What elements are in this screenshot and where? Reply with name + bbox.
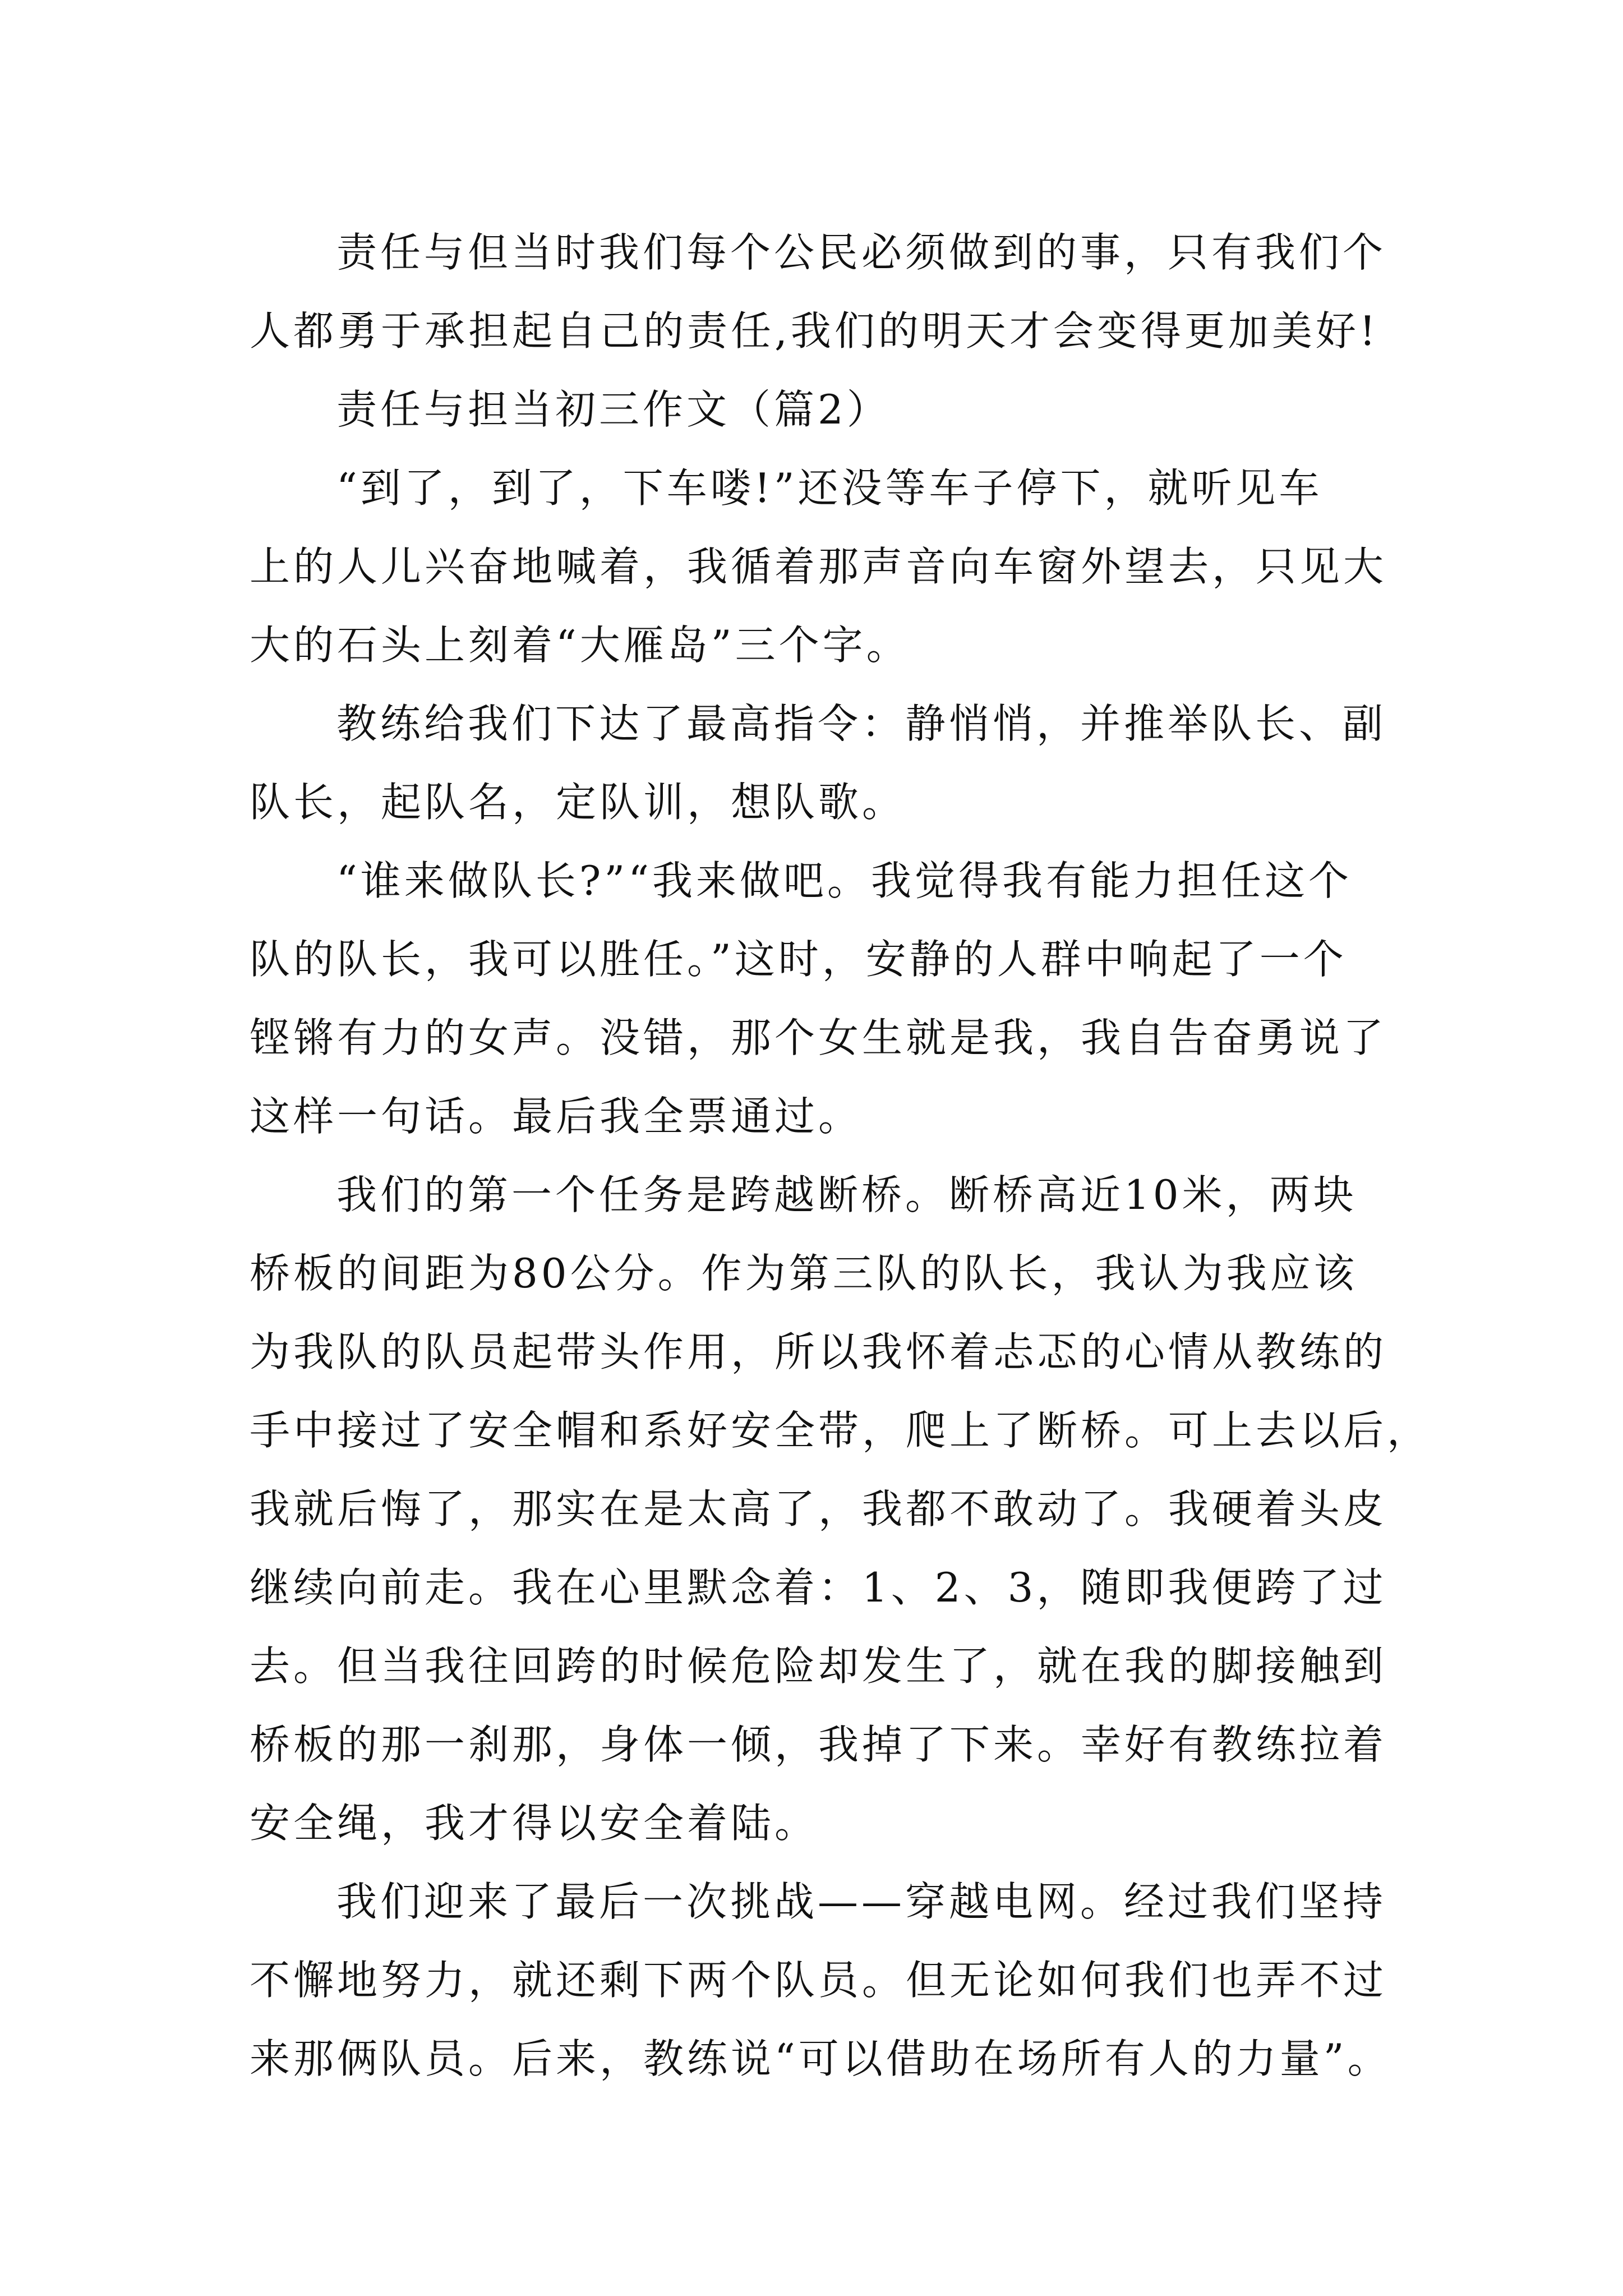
section-heading: 责任与担当初三作文（篇2） <box>336 386 891 433</box>
text-line: 大的石头上刻着“大雁岛”三个字。 <box>250 622 910 669</box>
text-line: 继续向前走。我在心里默念着：1、2、3，随即我便跨了过 <box>250 1564 1387 1611</box>
text-line: “到了，到了，下车喽!”还没等车子停下，就听见车 <box>336 464 1323 512</box>
text-line: “谁来做队长?”“我来做吧。我觉得我有能力担任这个 <box>336 857 1353 904</box>
text-line: 桥板的间距为80公分。作为第三队的队长，我认为我应该 <box>250 1250 1358 1297</box>
text-line: 去。但当我往回跨的时候危险却发生了，就在我的脚接触到 <box>250 1642 1387 1690</box>
text-line: 队长，起队名，定队训，想队歌。 <box>250 779 906 826</box>
text-line: 不懈地努力，就还剩下两个队员。但无论如何我们也弄不过 <box>250 1957 1387 2004</box>
text-line: 手中接过了安全帽和系好安全带，爬上了断桥。可上去以后， <box>250 1407 1431 1454</box>
text-line: 安全绳，我才得以安全着陆。 <box>250 1800 819 1847</box>
text-line: 责任与但当时我们每个公民必须做到的事，只有我们个 <box>336 229 1387 276</box>
text-line: 教练给我们下达了最高指令：静悄悄，并推举队长、副 <box>336 700 1387 747</box>
text-line: 铿锵有力的女声。没错，那个女生就是我，我自告奋勇说了 <box>250 1014 1387 1061</box>
text-line: 队的队长，我可以胜任。”这时，安静的人群中响起了一个 <box>250 936 1347 983</box>
text-line: 为我队的队员起带头作用，所以我怀着忐忑的心情从教练的 <box>250 1328 1387 1375</box>
text-line: 我们迎来了最后一次挑战——穿越电网。经过我们坚持 <box>336 1878 1387 1925</box>
document-body <box>250 213 1431 2098</box>
text-line: 来那俩队员。后来，教练说“可以借助在场所有人的力量”。 <box>250 2035 1391 2082</box>
text-line: 这样一句话。最后我全票通过。 <box>250 1093 863 1140</box>
text-line: 我就后悔了，那实在是太高了，我都不敢动了。我硬着头皮 <box>250 1485 1387 1533</box>
text-line: 上的人儿兴奋地喊着，我循着那声音向车窗外望去，只见大 <box>250 543 1387 590</box>
text-line: 我们的第一个任务是跨越断桥。断桥高近10米，两块 <box>336 1171 1357 1218</box>
text-line: 人都勇于承担起自己的责任,我们的明天才会变得更加美好! <box>250 307 1379 355</box>
text-line: 桥板的那一刹那，身体一倾，我掉了下来。幸好有教练拉着 <box>250 1721 1387 1768</box>
